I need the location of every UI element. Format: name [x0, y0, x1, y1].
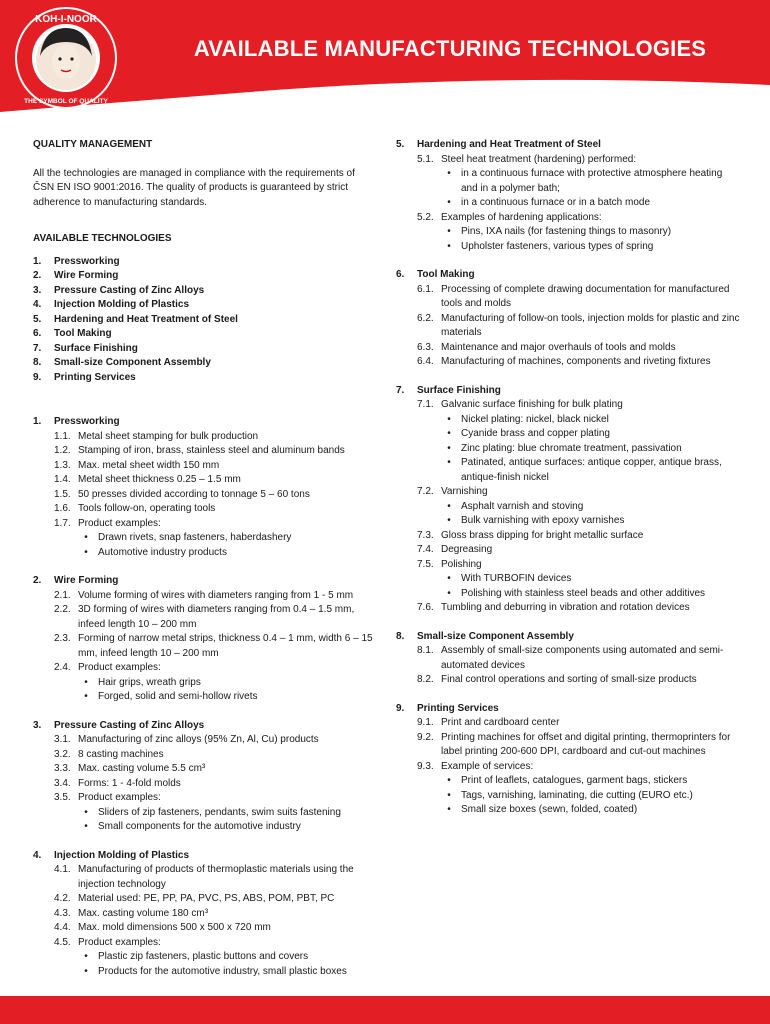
list-item: 5.2. Examples of hardening applications: — [417, 211, 602, 223]
section-pressure-casting: 3. Pressure Casting of Zinc Alloys 3.1. Manufacturing of zinc alloys (95% Zn, Al, Cu) products 3.2. 8 casting machines 3.3. Max. casting volume 5.5 cm³ 3.4. Forms: 1 - 4-fold molds 3.5. Product examples: • Sliders of zip fasteners, pendants, swim suits fastening • Small components for the automotive industry — [33, 719, 378, 835]
list-item: 8.2. Final control operations and sorting of small-size products — [417, 674, 697, 685]
section-pressworking: 1. Pressworking 1.1. Metal sheet stamping for bulk production 1.2. Stamping of iron, brass, stainless steel and aluminum bands 1.3. Max. metal sheet width 150 mm 1.4. Metal sheet thickness 0.25 – 1.5 mm 1.5. 50 presses divided according to tonnage 5 – 60 tons 1.6. Tools follow-on, operating tools 1.7. Product examples: • Drawn rivets, snap fasteners, haberdashery • Automotive industry products — [33, 415, 378, 560]
bullet-item: • Pins, IXA nails (for fastening things to masonry) — [447, 226, 672, 237]
bullet-item: • Cyanide brass and copper plating — [447, 428, 610, 439]
list-item: 2.1. Volume forming of wires with diameters ranging from 1 - 5 mm — [54, 589, 354, 601]
section-title: Pressworking — [54, 416, 120, 427]
section-injection-molding: 4. Injection Molding of Plastics 4.1. Manufacturing of products of thermoplastic materials using the injection technology 4.2. Material used: PE, PP, PA, PVC, PS, ABS, POM, PBT, PC 4.3. Max. casting volume 180 cm³ 4.4. Max. mold dimensions 500 x 500 x 720 mm 4.5. Product examples: • Plastic zip fasteners, plastic buttons and covers • Products for the automotive industry, small plastic boxes — [33, 849, 378, 980]
list-item: 3.5. Product examples: — [54, 792, 161, 803]
list-item: 7.6. Tumbling and deburring in vibration and rotation devices — [417, 602, 690, 613]
list-item: 6.2. Manufacturing of follow-on tools, injection molds for plastic and zinc materials — [417, 312, 740, 338]
technologies-list — [33, 255, 378, 386]
list-item: 4.3. Max. casting volume 180 cm³ — [54, 907, 209, 919]
list-item: 8.1. Assembly of small-size components using automated and semi-automated devices — [417, 645, 724, 671]
list-item: 1.7. Product examples: — [54, 517, 161, 529]
right-column — [396, 138, 741, 818]
list-item: 3.2. 8 casting machines — [54, 748, 164, 760]
bullet-item: • Zinc plating: blue chromate treatment, passivation — [447, 442, 682, 454]
section-title: Small-size Component Assembly — [417, 630, 574, 642]
list-item: 9. Printing Services — [33, 371, 136, 383]
section-assembly: 8. Small-size Component Assembly 8.1. Assembly of small-size components using automated and semi-automated devices 8.2. Final control operations and sorting of small-size products — [396, 630, 741, 688]
section-hardening: 5. Hardening and Heat Treatment of Steel 5.1. Steel heat treatment (hardening) performed: • in a continuous furnace with protective atmosphere heating and in a polymer bath; • in a continuous furnace or in a batch mode 5.2. Examples of hardening applications: • Pins, IXA nails (for fastening things to masonry) • Upholster fasteners, various types of spring — [396, 138, 741, 254]
list-item: 1.4. Metal sheet thickness 0.25 – 1.5 mm — [54, 474, 241, 485]
section-title: Injection Molding of Plastics — [54, 849, 190, 861]
list-item: 1. Pressworking — [33, 255, 120, 267]
section-title: Tool Making — [417, 269, 475, 280]
footer-bar — [0, 996, 770, 1024]
list-item: 3.3. Max. casting volume 5.5 cm³ — [54, 763, 206, 774]
list-item: 8. Small-size Component Assembly — [33, 357, 211, 368]
section-title: Wire Forming — [54, 575, 119, 586]
svg-text:THE SYMBOL OF QUALITY: THE SYMBOL OF QUALITY — [24, 98, 108, 105]
left-column — [33, 138, 378, 979]
list-item: 7. Surface Finishing — [33, 342, 138, 354]
list-item: 2. Wire Forming — [33, 270, 119, 281]
bullet-item: • Patinated, antique surfaces: antique copper, antique brass, antique-finish nickel — [447, 457, 722, 483]
bullet-item: • in a continuous furnace with protective atmosphere heating and in a polymer bath; — [447, 168, 723, 194]
list-item: 3.1. Manufacturing of zinc alloys (95% Zn, Al, Cu) products — [54, 734, 319, 745]
list-item: 4.1. Manufacturing of products of thermoplastic materials using the injection technology — [54, 864, 354, 890]
bullet-item: • Tags, varnishing, laminating, die cutting (EURO etc.) — [447, 789, 693, 801]
section-printing: 9. Printing Services 9.1. Print and cardboard center 9.2. Printing machines for offset and digital printing, thermoprinters for label printing 200-600 DPI, cardboard and cut-out machines 9.3. Example of services: • Print of leaflets, catalogues, garment bags, stickers • Tags, varnishing, laminating, die cutting (EURO etc.) • Small size boxes (sewn, folded, coated) — [396, 702, 741, 818]
list-item: 4.2. Material used: PE, PP, PA, PVC, PS, ABS, POM, PBT, PC — [54, 893, 335, 904]
list-item: 3. Pressure Casting of Zinc Alloys — [33, 284, 205, 296]
section-title: Hardening and Heat Treatment of Steel — [417, 139, 601, 150]
list-item: 6. Tool Making — [33, 328, 112, 339]
list-item: 4.5. Product examples: — [54, 936, 161, 948]
bullet-item: • Asphalt varnish and stoving — [447, 500, 584, 512]
bullet-item: • Nickel plating: nickel, black nickel — [447, 413, 609, 425]
bullet-item: • Automotive industry products — [84, 546, 227, 558]
bullet-item: • Print of leaflets, catalogues, garment bags, stickers — [447, 775, 688, 786]
list-item: 1.3. Max. metal sheet width 150 mm — [54, 459, 220, 471]
list-item: 2.4. Product examples: — [54, 662, 161, 673]
list-item: 2.3. Forming of narrow metal strips, thickness 0.4 – 1 mm, width 6 – 15 mm, infeed length 10 – 200 mm — [54, 633, 373, 659]
list-item: 6.3. Maintenance and major overhauls of tools and molds — [417, 341, 676, 353]
bullet-item: • Drawn rivets, snap fasteners, haberdashery — [84, 532, 292, 543]
list-item: 1.6. Tools follow-on, operating tools — [54, 503, 216, 514]
koh-i-noor-logo — [14, 6, 118, 110]
list-item: 3.4. Forms: 1 - 4-fold molds — [54, 777, 181, 789]
list-item: 1.5. 50 presses divided according to tonnage 5 – 60 tons — [54, 488, 310, 500]
list-item: 4.4. Max. mold dimensions 500 x 500 x 720 mm — [54, 922, 271, 933]
list-item: 7.5. Polishing — [417, 558, 482, 570]
list-item: 1.2. Stamping of iron, brass, stainless steel and aluminum bands — [54, 445, 345, 456]
bullet-item: • Hair grips, wreath grips — [84, 676, 201, 688]
list-item: 7.4. Degreasing — [417, 544, 493, 555]
bullet-item: • Forged, solid and semi-hollow rivets — [84, 691, 258, 702]
bullet-item: • Sliders of zip fasteners, pendants, swim suits fastening — [84, 806, 341, 818]
list-item: 5. Hardening and Heat Treatment of Steel — [33, 313, 238, 325]
list-item: 6.4. Manufacturing of machines, components and riveting fixtures — [417, 356, 711, 367]
bullet-item: • With TURBOFIN devices — [447, 573, 572, 584]
bullet-item: • Bulk varnishing with epoxy varnishes — [447, 515, 625, 526]
list-item: 1.1. Metal sheet stamping for bulk production — [54, 430, 259, 442]
list-item: 2.2. 3D forming of wires with diameters ranging from 0.4 – 1.5 mm, infeed length 10 – 200 mm — [54, 604, 355, 630]
section-tool-making: 6. Tool Making 6.1. Processing of complete drawing documentation for manufactured tools and molds 6.2. Manufacturing of follow-on tools, injection molds for plastic and zinc materials 6.3. Maintenance and major overhauls of tools and molds 6.4. Manufacturing of machines, components and riveting fixtures — [396, 268, 741, 370]
section-wire-forming: 2. Wire Forming 2.1. Volume forming of wires with diameters ranging from 1 - 5 mm 2.2. 3D forming of wires with diameters ranging from 0.4 – 1.5 mm, infeed length 10 – 200 mm 2.3. Forming of narrow metal strips, thickness 0.4 – 1 mm, width 6 – 15 mm, infeed length 10 – 200 mm 2.4. Product examples: • Hair grips, wreath grips • Forged, solid and semi-hollow rivets — [33, 574, 378, 705]
bullet-item: • Small size boxes (sewn, folded, coated) — [447, 804, 638, 815]
page-title: AVAILABLE MANUFACTURING TECHNOLOGIES — [193, 36, 707, 61]
bullet-item: • Polishing with stainless steel beads and other additives — [447, 587, 706, 599]
section-surface-finishing: 7. Surface Finishing 7.1. Galvanic surface finishing for bulk plating • Nickel plating: nickel, black nickel • Cyanide brass and copper plating • Zinc plating: blue chromate treatment, passivation • Patinated, antique surfaces: antique copper, antique brass, antique-finish nickel 7.2. Varnishing • Asphalt varnish and stoving • Bulk varnishing with epoxy varnishes 7.3. Gloss brass dipping for bright metallic surface 7.4. Degreasing 7.5. Polishing • With TURBOFIN devices • Polishing with stainless steel beads and other additives 7.6. Tumbling and deburring in vibration and rotation devices — [396, 384, 741, 616]
svg-text:KOH-I-NOOR: KOH-I-NOOR — [35, 14, 97, 25]
quality-management-heading: QUALITY MANAGEMENT — [33, 139, 153, 150]
section-title: Pressure Casting of Zinc Alloys — [54, 719, 205, 731]
quality-management-text: All the technologies are managed in compliance with the requirements of ČSN EN ISO 9001:2016. The quality of products is guaranteed by strict adherence to manufacturing standards. — [33, 167, 355, 208]
section-title: Printing Services — [417, 702, 499, 714]
list-item: 7.1. Galvanic surface finishing for bulk plating — [417, 399, 623, 410]
list-item: 9.3. Example of services: — [417, 760, 534, 772]
bullet-item: • Plastic zip fasteners, plastic buttons and covers — [84, 951, 309, 962]
list-item: 9.1. Print and cardboard center — [417, 717, 560, 728]
bullet-item: • Upholster fasteners, various types of spring — [447, 240, 654, 252]
bullet-item: • Small components for the automotive industry — [84, 821, 301, 832]
list-item: 7.3. Gloss brass dipping for bright metallic surface — [417, 529, 644, 541]
bullet-item: • in a continuous furnace or in a batch mode — [447, 197, 651, 208]
bullet-item: • Products for the automotive industry, small plastic boxes — [84, 965, 347, 977]
list-item: 6.1. Processing of complete drawing documentation for manufactured tools and molds — [417, 283, 730, 309]
list-item: 4. Injection Molding of Plastics — [33, 299, 190, 310]
list-item: 9.2. Printing machines for offset and digital printing, thermoprinters for label printing 200-600 DPI, cardboard and cut-out machines — [417, 731, 731, 757]
list-item: 5.1. Steel heat treatment (hardening) performed: — [417, 153, 637, 165]
section-title: Surface Finishing — [417, 384, 501, 396]
available-technologies-heading: AVAILABLE TECHNOLOGIES — [33, 233, 172, 244]
list-item: 7.2. Varnishing — [417, 486, 488, 497]
